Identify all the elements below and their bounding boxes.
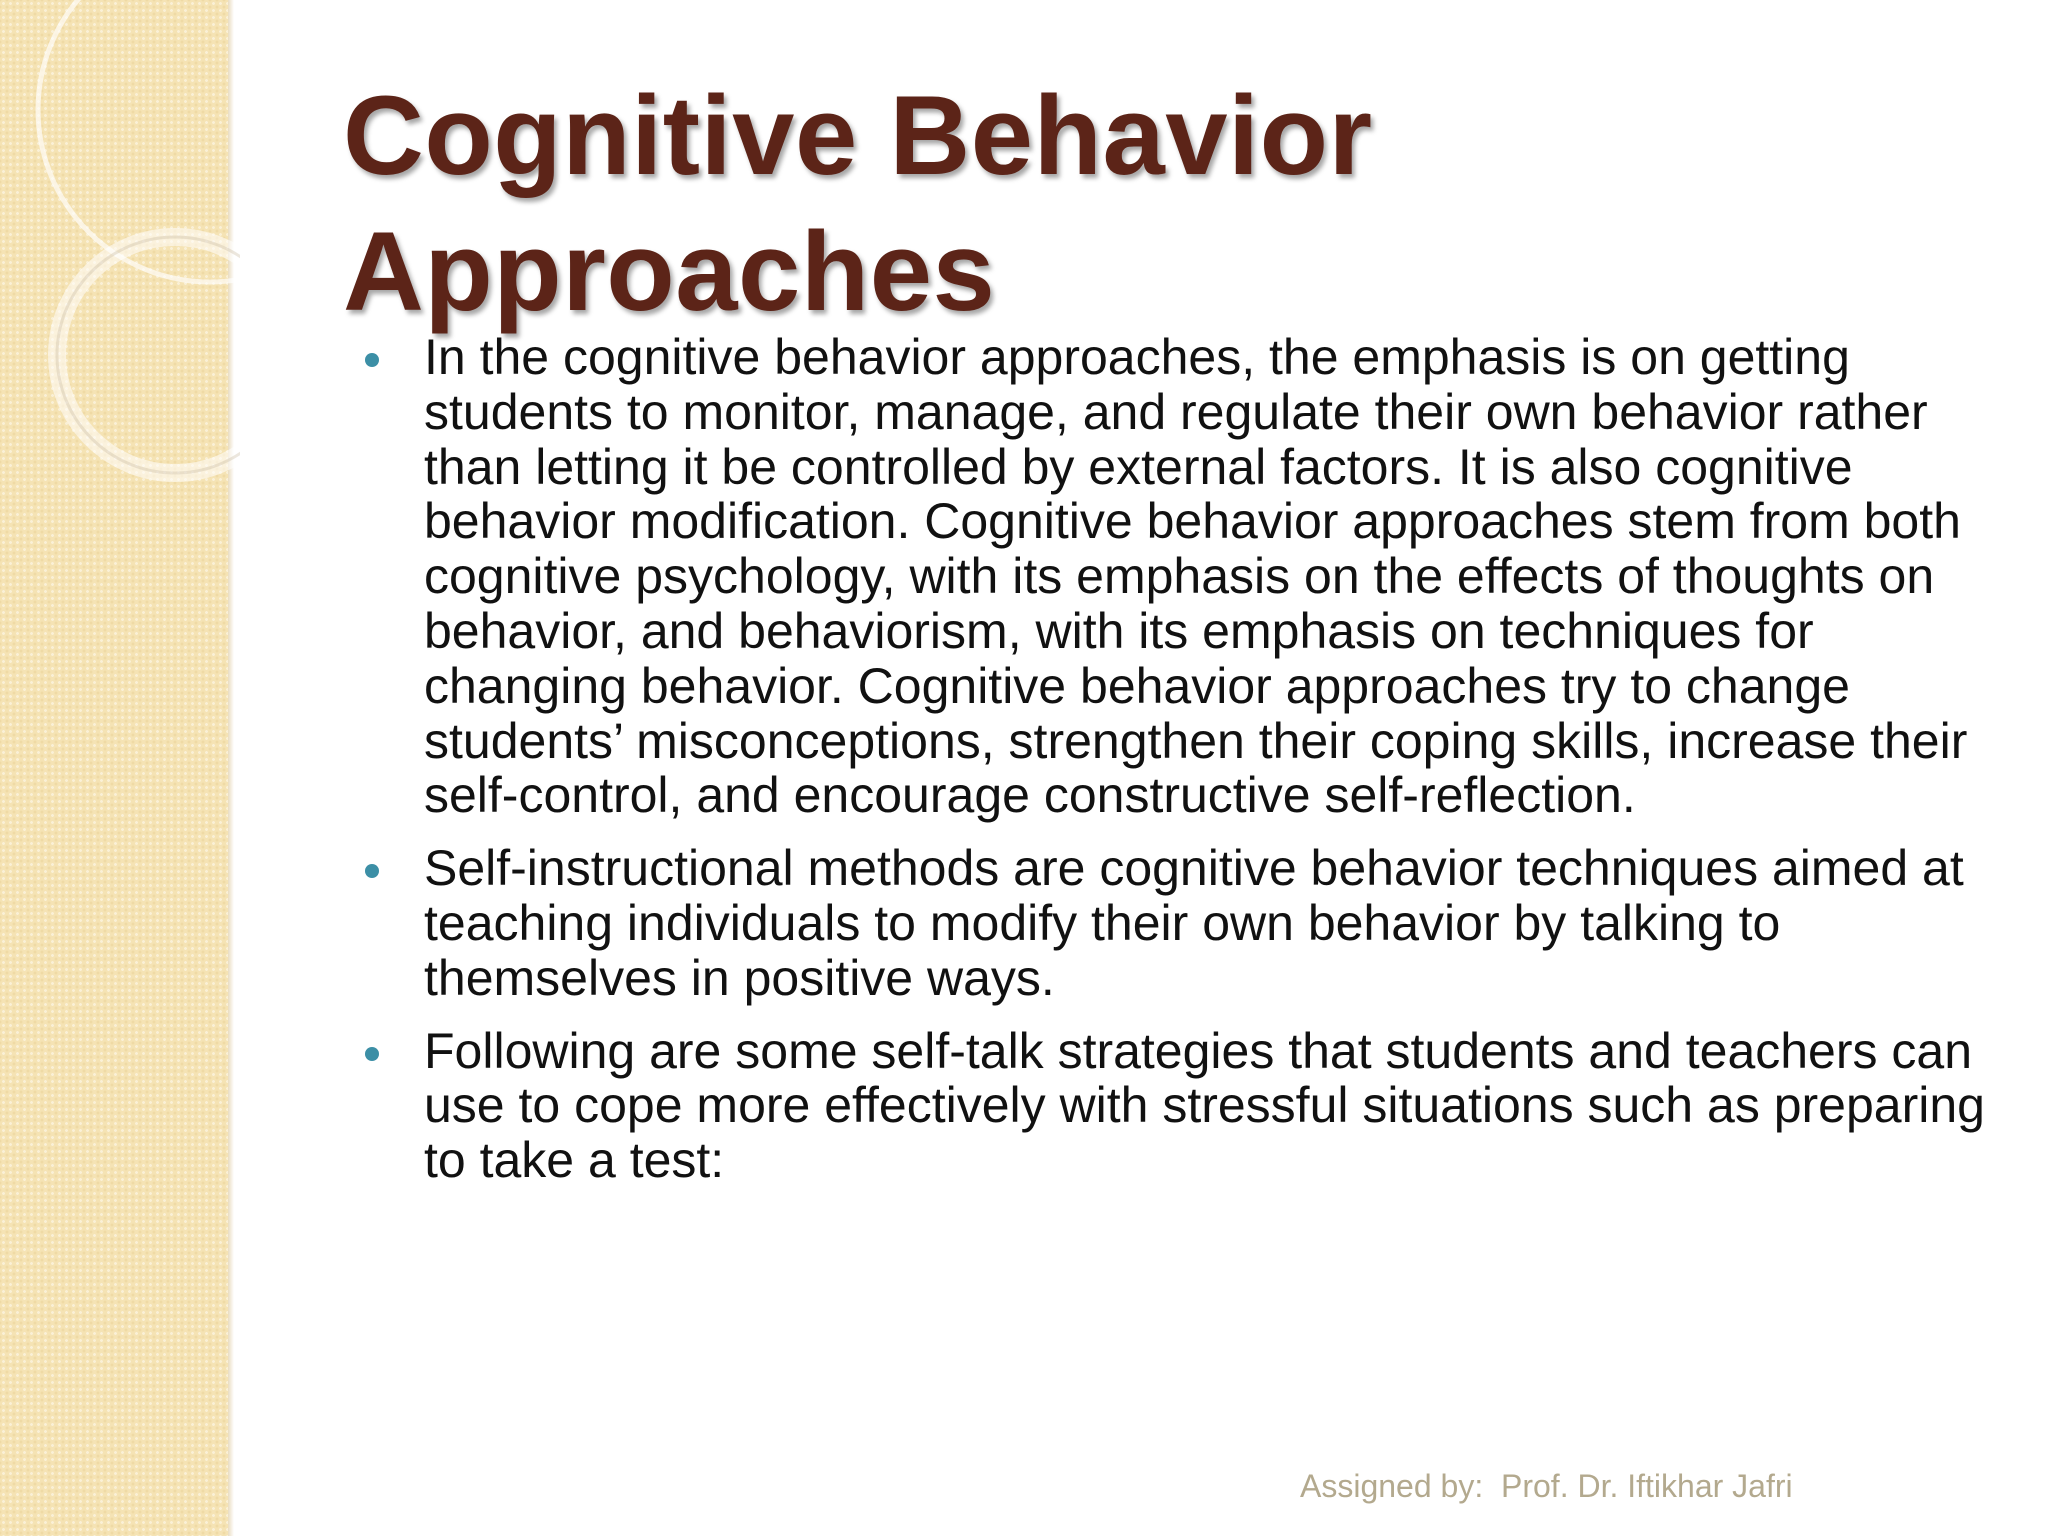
bullet-item [356, 330, 1996, 823]
bullet-text: In the cognitive behavior approaches, the emphasis is on getting students to monitor, manage, and regulate their own behavior rather than letting it be controlled by external factors. It is also cognitive behavior modification. Cognitive behavior approaches stem from both cognitive psychology, with its emphasis on the effects of thoughts on behavior, and behaviorism, with its emphasis on techniques for changing behavior. Cognitive behavior approaches try to change students’ misconceptions, strengthen their coping skills, increase their self-control, and encourage constructive self-reflection. [424, 329, 1968, 824]
decorative-circles [0, 0, 240, 520]
bullet-dot-icon [365, 353, 379, 367]
bullet-item [356, 841, 1996, 1005]
footer-attribution: Assigned by: Prof. Dr. Iftikhar Jafri [1300, 1468, 1793, 1504]
bullet-item [356, 1024, 1996, 1188]
bullet-dot-icon [365, 864, 379, 878]
slide-title-line-2: Approaches [343, 209, 996, 334]
bullet-dot-icon [365, 1047, 379, 1061]
bullet-text: Self-instructional methods are cognitive behavior techniques aimed at teaching individuals to modify their own behavior by talking to themselves in positive ways. [424, 840, 1964, 1006]
slide-title-line-1: Cognitive Behavior [343, 73, 1373, 198]
slide-title [343, 68, 1373, 340]
bullet-list [356, 330, 1996, 1206]
bullet-text: Following are some self-talk strategies that students and teachers can use to cope more effectively with stressful situations such as preparing to take a test: [424, 1022, 1985, 1189]
